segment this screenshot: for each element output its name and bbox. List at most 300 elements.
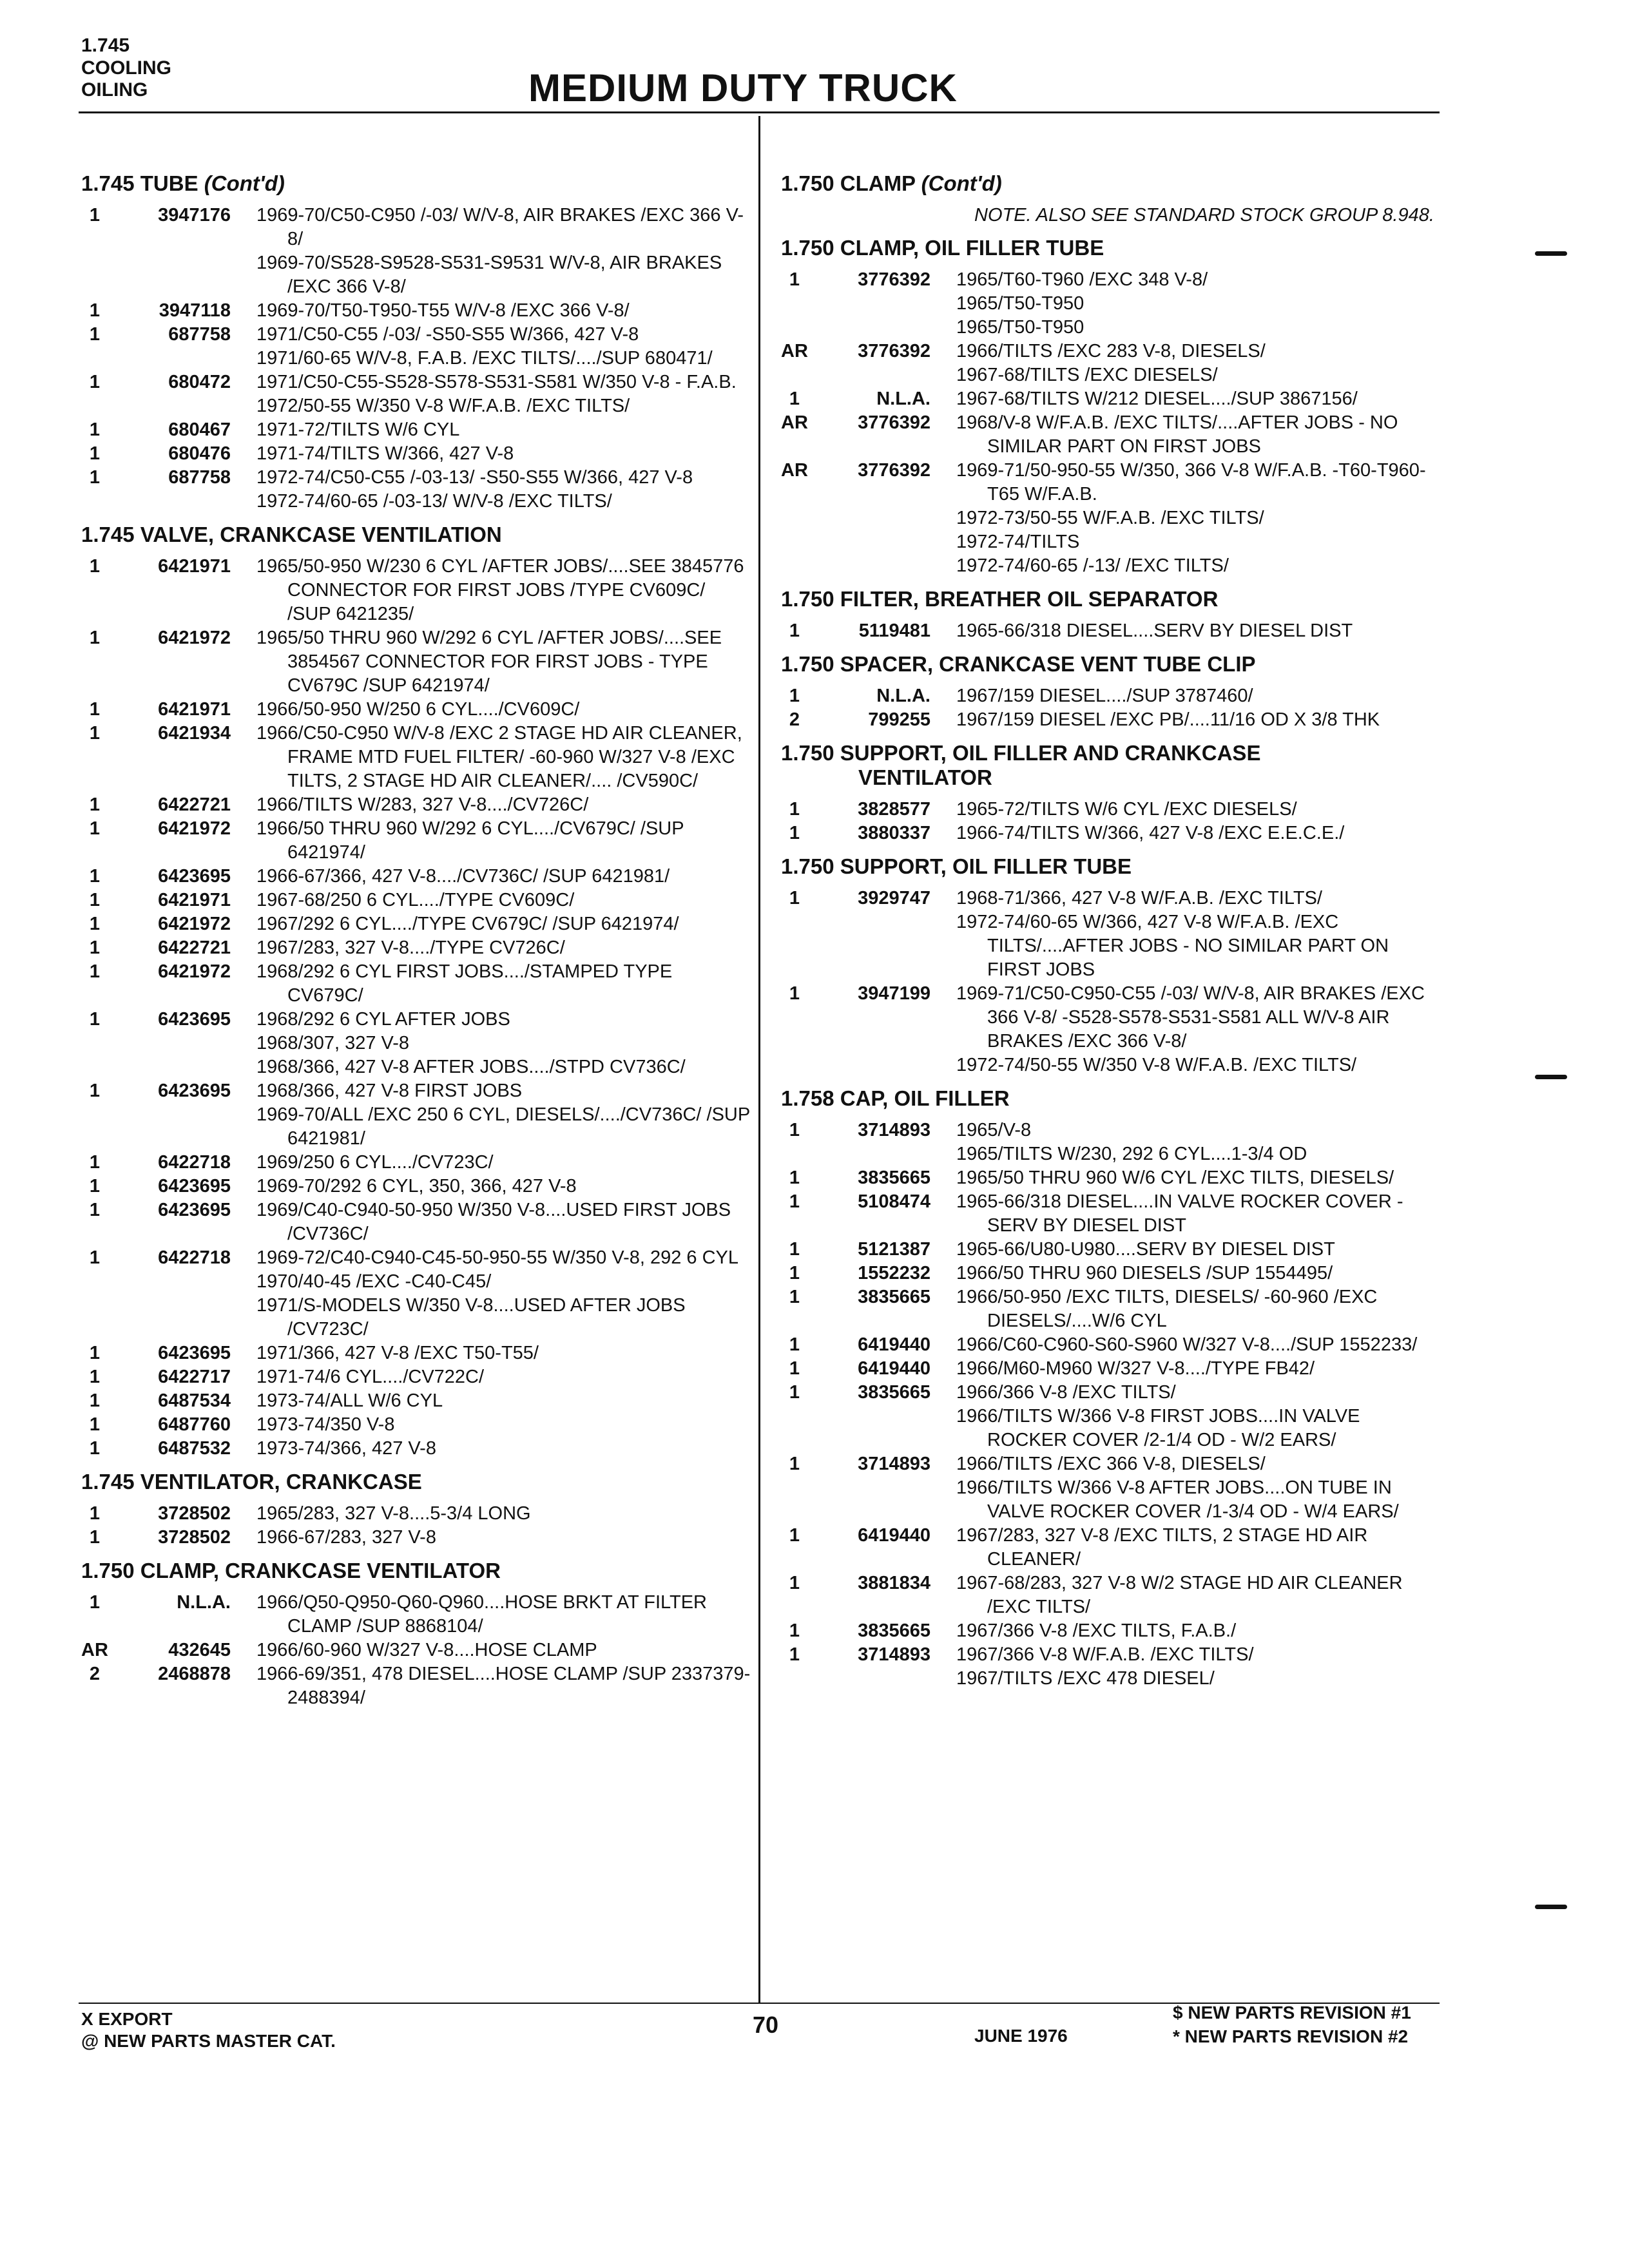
quantity: 1 (89, 205, 101, 226)
quantity: 1 (89, 1367, 101, 1387)
application-description (956, 459, 1445, 578)
part-number: 6421934 (158, 723, 231, 744)
part-number: 6419440 (858, 1525, 930, 1546)
application-line: 1967/283, 327 V-8 /EXC TILTS, 2 STAGE HD AIR CLEANER/ (956, 1525, 1368, 1570)
part-number: 3776392 (858, 341, 930, 361)
application-description (256, 1413, 751, 1437)
application-line: 1972-73/50-55 W/F.A.B. /EXC TILTS/ (956, 508, 1264, 528)
part-entry (81, 1008, 751, 1079)
application-description (956, 1238, 1445, 1262)
part-number: 6422718 (158, 1247, 231, 1268)
application-description (256, 889, 751, 912)
part-entry (81, 204, 751, 299)
application-line: 1966-67/366, 427 V-8..../CV736C/ /SUP 6421981/ (256, 866, 670, 887)
group-name-oiling: OILING (81, 79, 148, 101)
application-line: 1968/V-8 W/F.A.B. /EXC TILTS/....AFTER JOBS - NO SIMILAR PART ON FIRST JOBS (956, 412, 1398, 457)
part-number: 6421972 (158, 818, 231, 839)
group-name-cooling: COOLING (81, 57, 171, 79)
application-description (956, 1333, 1445, 1357)
quantity: 1 (89, 1343, 101, 1363)
page-number: 70 (753, 2012, 779, 2038)
part-number: 3880337 (858, 823, 930, 843)
part-number: 3728502 (158, 1527, 231, 1548)
quantity: 1 (89, 1152, 101, 1173)
quantity: 1 (89, 324, 101, 345)
part-entry (781, 411, 1445, 459)
part-number: 3714893 (858, 1644, 930, 1665)
part-number: 6419440 (858, 1334, 930, 1355)
quantity: 1 (789, 1573, 800, 1593)
application-line: 1966-74/TILTS W/366, 427 V-8 /EXC E.E.C.E./ (956, 823, 1345, 843)
catalog-section (781, 652, 1445, 732)
part-number: 3835665 (858, 1382, 930, 1403)
revision-mark (1535, 1075, 1567, 1079)
application-description (956, 1285, 1445, 1333)
catalog-section (781, 587, 1445, 643)
part-entry (781, 387, 1445, 411)
section-heading (781, 236, 1445, 260)
catalog-section (781, 171, 1445, 227)
part-number: 432645 (168, 1640, 231, 1660)
catalog-section (81, 1470, 751, 1550)
part-entry (781, 1524, 1445, 1571)
part-number: 3828577 (858, 799, 930, 820)
part-number: 3714893 (858, 1120, 930, 1140)
part-number: 6421972 (158, 961, 231, 982)
application-description (956, 1571, 1445, 1619)
application-description (256, 299, 751, 323)
quantity: 1 (89, 467, 101, 488)
application-description (256, 1437, 751, 1461)
part-number: 3835665 (858, 1168, 930, 1188)
quantity: 1 (89, 818, 101, 839)
section-heading-text: 1.750 SUPPORT, OIL FILLER TUBE (781, 854, 1132, 878)
application-description (256, 936, 751, 960)
application-line: 1968/292 6 CYL AFTER JOBS (256, 1009, 510, 1030)
application-line: 1965/283, 327 V-8....5-3/4 LONG (256, 1503, 531, 1524)
part-entry (81, 442, 751, 466)
part-entry (781, 1381, 1445, 1452)
part-entry (81, 370, 751, 418)
part-entry (781, 982, 1445, 1077)
application-line: 1965-66/318 DIESEL....IN VALVE ROCKER COVER - SERV BY DIESEL DIST (956, 1191, 1403, 1236)
quantity: 1 (789, 1382, 800, 1403)
quantity: AR (781, 341, 808, 361)
page-title: MEDIUM DUTY TRUCK (528, 66, 958, 110)
quantity: 2 (89, 1664, 101, 1684)
right-column (781, 162, 1445, 1691)
quantity: 1 (89, 1009, 101, 1030)
application-line: 1966/TILTS /EXC 283 V-8, DIESELS/ (956, 341, 1266, 361)
application-description (956, 1619, 1445, 1643)
part-number: 687758 (168, 467, 231, 488)
part-number: 3776392 (858, 269, 930, 290)
part-number: 3881834 (858, 1573, 930, 1593)
footer-revision-1: $ NEW PARTS REVISION #1 (1173, 2003, 1411, 2023)
application-description (256, 466, 751, 514)
application-line: 1968/292 6 CYL FIRST JOBS..../STAMPED TYPE CV679C/ (256, 961, 673, 1006)
part-entry (81, 1175, 751, 1198)
application-line: 1971-74/6 CYL..../CV722C/ (256, 1367, 485, 1387)
section-heading-text: 1.745 TUBE (81, 171, 198, 195)
section-heading (81, 1470, 751, 1494)
application-description (956, 798, 1445, 822)
part-entry (781, 798, 1445, 822)
revision-mark (1535, 251, 1567, 256)
part-number: 3947199 (858, 983, 930, 1004)
application-description (256, 1151, 751, 1175)
application-line: 1965/T60-T960 /EXC 348 V-8/ (956, 269, 1208, 290)
part-entry (81, 1389, 751, 1413)
catalog-section (81, 523, 751, 1461)
part-entry (81, 1502, 751, 1526)
application-description (956, 1119, 1445, 1166)
application-description (956, 684, 1445, 708)
part-number: 687758 (168, 324, 231, 345)
application-line: 1968/366, 427 V-8 FIRST JOBS (256, 1081, 523, 1101)
application-line: 1965/T50-T950 (956, 317, 1084, 338)
part-number: 6419440 (858, 1358, 930, 1379)
application-line: 1971/C50-C55 /-03/ -S50-S55 W/366, 427 V-8 (256, 324, 639, 345)
application-line: 1967-68/283, 327 V-8 W/2 STAGE HD AIR CLEANER /EXC TILTS/ (956, 1573, 1403, 1617)
application-line: 1965/50-950 W/230 6 CYL /AFTER JOBS/....SEE 3845776 CONNECTOR FOR FIRST JOBS /TYPE CV609C/ /SUP 6421235/ (256, 556, 744, 624)
quantity: 1 (789, 1334, 800, 1355)
application-description (256, 722, 751, 793)
part-entry (781, 1643, 1445, 1691)
part-number: 3728502 (158, 1503, 231, 1524)
application-line: 1966/TILTS W/366 V-8 FIRST JOBS....IN VALVE ROCKER COVER /2-1/4 OD - W/2 EARS/ (956, 1406, 1360, 1450)
application-line: 1965/50 THRU 960 W/6 CYL /EXC TILTS, DIESELS/ (956, 1168, 1394, 1188)
application-line: 1968-71/366, 427 V-8 W/F.A.B. /EXC TILTS/ (956, 888, 1322, 908)
part-number: 799255 (868, 709, 930, 730)
application-line: 1966/TILTS W/366 V-8 AFTER JOBS....ON TUBE IN VALVE ROCKER COVER /1-3/4 OD - W/4 EARS/ (956, 1477, 1399, 1522)
section-heading (81, 171, 751, 196)
application-description (256, 323, 751, 370)
part-number: 3929747 (858, 888, 930, 908)
quantity: 1 (89, 937, 101, 958)
application-line: 1970/40-45 /EXC -C40-C45/ (256, 1271, 492, 1292)
quantity: AR (81, 1640, 108, 1660)
part-entry (781, 684, 1445, 708)
application-line: 1967/283, 327 V-8..../TYPE CV726C/ (256, 937, 565, 958)
quantity: 1 (789, 1620, 800, 1641)
application-line: 1969-72/C40-C940-C45-50-950-55 W/350 V-8, 292 6 CYL (256, 1247, 739, 1268)
application-description (256, 1639, 751, 1662)
application-description (956, 411, 1445, 459)
section-heading-text: 1.750 CLAMP, CRANKCASE VENTILATOR (81, 1559, 501, 1582)
application-line: 1968/366, 427 V-8 AFTER JOBS..../STPD CV736C/ (256, 1057, 686, 1077)
part-number: 6487534 (158, 1390, 231, 1411)
part-entry (781, 1119, 1445, 1166)
section-heading (781, 587, 1445, 611)
footer-master-legend: @ NEW PARTS MASTER CAT. (81, 2031, 336, 2051)
part-entry (81, 698, 751, 722)
application-line: 1969-70/C50-C950 /-03/ W/V-8, AIR BRAKES /EXC 366 V-8/ (256, 205, 744, 249)
part-entry (781, 1238, 1445, 1262)
quantity: 1 (789, 686, 800, 706)
part-entry (781, 1262, 1445, 1285)
application-line: 1968/307, 327 V-8 (256, 1033, 410, 1053)
application-description (256, 698, 751, 722)
part-number: 3776392 (858, 460, 930, 481)
application-line: 1972-74/C50-C55 /-03-13/ -S50-S55 W/366, 427 V-8 (256, 467, 693, 488)
quantity: 1 (89, 1592, 101, 1613)
part-number: 6423695 (158, 1176, 231, 1196)
catalog-section (781, 1086, 1445, 1691)
quantity: 1 (789, 1454, 800, 1474)
part-entry (81, 912, 751, 936)
application-line: 1967/TILTS /EXC 478 DIESEL/ (956, 1668, 1215, 1689)
quantity: 1 (89, 866, 101, 887)
part-entry (81, 865, 751, 889)
quantity: 1 (789, 620, 800, 641)
column-divider (758, 116, 760, 2004)
quantity: 1 (89, 628, 101, 648)
application-description (256, 960, 751, 1008)
left-column (81, 162, 751, 1710)
application-line: 1969-70/292 6 CYL, 350, 366, 427 V-8 (256, 1176, 577, 1196)
quantity: 1 (789, 1191, 800, 1212)
quantity: 1 (89, 300, 101, 321)
section-heading (781, 1086, 1445, 1111)
quantity: 1 (789, 1239, 800, 1260)
application-description (256, 1341, 751, 1365)
part-entry (81, 1413, 751, 1437)
part-entry (781, 1285, 1445, 1333)
application-line: 1967/366 V-8 W/F.A.B. /EXC TILTS/ (956, 1644, 1254, 1665)
part-entry (781, 887, 1445, 982)
part-number: 680467 (168, 419, 231, 440)
quantity: 1 (89, 1414, 101, 1435)
section-heading (781, 741, 1445, 790)
part-entry (81, 323, 751, 370)
part-number: 3835665 (858, 1620, 930, 1641)
part-number: 5119481 (858, 620, 930, 641)
application-description (256, 1198, 751, 1246)
application-description (256, 1591, 751, 1639)
revision-mark (1535, 1905, 1567, 1909)
part-entry (781, 1357, 1445, 1381)
part-number: 6487532 (158, 1438, 231, 1459)
application-description (256, 1365, 751, 1389)
part-entry (81, 1365, 751, 1389)
application-line: 1966/50 THRU 960 DIESELS /SUP 1554495/ (956, 1263, 1333, 1283)
part-entry (81, 1198, 751, 1246)
application-line: 1967/366 V-8 /EXC TILTS, F.A.B./ (956, 1620, 1237, 1641)
quantity: AR (781, 460, 808, 481)
part-entry (81, 466, 751, 514)
application-description (956, 1262, 1445, 1285)
part-entry (781, 1571, 1445, 1619)
part-number: 6421971 (158, 699, 231, 720)
application-line: 1971-72/TILTS W/6 CYL (256, 419, 460, 440)
part-entry (81, 418, 751, 442)
application-line: 1971/60-65 W/V-8, F.A.B. /EXC TILTS/..../SUP 680471/ (256, 348, 713, 369)
application-line: 1969-70/S528-S9528-S531-S9531 W/V-8, AIR BRAKES /EXC 366 V-8/ (256, 253, 722, 297)
part-entry (81, 960, 751, 1008)
part-number: 6421972 (158, 628, 231, 648)
application-line: 1967/292 6 CYL..../TYPE CV679C/ /SUP 6421974/ (256, 914, 679, 934)
part-number: 6422721 (158, 794, 231, 815)
application-description (256, 1008, 751, 1079)
application-line: 1973-74/350 V-8 (256, 1414, 395, 1435)
part-entry (781, 340, 1445, 387)
section-heading-text: 1.745 VALVE, CRANKCASE VENTILATION (81, 523, 502, 546)
quantity: 1 (89, 419, 101, 440)
part-number: 6487760 (158, 1414, 231, 1435)
quantity: 1 (89, 723, 101, 744)
quantity: 1 (89, 1527, 101, 1548)
part-number: 3714893 (858, 1454, 930, 1474)
quantity: 2 (789, 709, 800, 730)
part-entry (81, 1151, 751, 1175)
quantity: 1 (89, 372, 101, 392)
application-line: 1973-74/ALL W/6 CYL (256, 1390, 443, 1411)
application-description (956, 268, 1445, 340)
application-line: 1972-74/60-65 /-03-13/ W/V-8 /EXC TILTS/ (256, 491, 612, 512)
catalog-section (781, 854, 1445, 1077)
quantity: 1 (89, 1503, 101, 1524)
application-description (256, 1175, 751, 1198)
application-line: 1972-74/60-65 /-13/ /EXC TILTS/ (956, 555, 1229, 576)
quantity: 1 (89, 1200, 101, 1220)
application-description (256, 418, 751, 442)
part-number: 3947176 (158, 205, 231, 226)
application-line: 1973-74/366, 427 V-8 (256, 1438, 436, 1459)
application-line: 1967-68/TILTS /EXC DIESELS/ (956, 365, 1218, 385)
part-entry (781, 1166, 1445, 1190)
part-number: 1552232 (858, 1263, 930, 1283)
application-description (956, 1357, 1445, 1381)
quantity: 1 (789, 1263, 800, 1283)
part-number: 6422718 (158, 1152, 231, 1173)
part-number: 6423695 (158, 1009, 231, 1030)
part-number: 3776392 (858, 412, 930, 433)
application-description (956, 1452, 1445, 1524)
section-heading-text: 1.750 FILTER, BREATHER OIL SEPARATOR (781, 587, 1219, 611)
application-description (256, 626, 751, 698)
application-description (956, 340, 1445, 387)
part-entry (81, 1437, 751, 1461)
quantity: 1 (89, 443, 101, 464)
part-number: 3835665 (858, 1287, 930, 1307)
application-line: 1966/TILTS /EXC 366 V-8, DIESELS/ (956, 1454, 1266, 1474)
quantity: 1 (789, 888, 800, 908)
part-entry (81, 1526, 751, 1550)
quantity: 1 (789, 1120, 800, 1140)
application-line: 1966-69/351, 478 DIESEL....HOSE CLAMP /SUP 2337379-2488394/ (256, 1664, 751, 1708)
application-line: 1969-70/ALL /EXC 250 6 CYL, DIESELS/..../CV736C/ /SUP 6421981/ (256, 1104, 750, 1149)
application-line: 1965-66/318 DIESEL....SERV BY DIESEL DIST (956, 620, 1353, 641)
section-note: NOTE. ALSO SEE STANDARD STOCK GROUP 8.948. (974, 205, 1434, 226)
section-heading (781, 854, 1445, 879)
part-entry (781, 822, 1445, 845)
section-header (81, 35, 171, 102)
part-entry (81, 1591, 751, 1639)
catalog-section (81, 171, 751, 514)
part-number: N.L.A. (876, 389, 930, 409)
quantity: 1 (789, 1287, 800, 1307)
application-line: 1966/366 V-8 /EXC TILTS/ (956, 1382, 1176, 1403)
quantity: 1 (89, 961, 101, 982)
application-line: 1969/250 6 CYL..../CV723C/ (256, 1152, 494, 1173)
application-line: 1965/V-8 (956, 1120, 1032, 1140)
section-heading (781, 652, 1445, 677)
part-number: 6423695 (158, 1081, 231, 1101)
part-number: 6422717 (158, 1367, 231, 1387)
application-line: 1967/159 DIESEL /EXC PB/....11/16 OD X 3/8 THK (956, 709, 1380, 730)
application-description (956, 1381, 1445, 1452)
application-line: 1971-74/TILTS W/366, 427 V-8 (256, 443, 514, 464)
application-description (256, 817, 751, 865)
section-heading-text: 1.750 SUPPORT, OIL FILLER AND CRANKCASE (781, 741, 1261, 765)
application-line: 1966/50-950 W/250 6 CYL..../CV609C/ (256, 699, 580, 720)
application-line: 1972/50-55 W/350 V-8 W/F.A.B. /EXC TILTS/ (256, 396, 630, 416)
application-description (256, 912, 751, 936)
section-heading (81, 1559, 751, 1583)
application-line: 1969/C40-C940-50-950 W/350 V-8....USED FIRST JOBS /CV736C/ (256, 1200, 731, 1244)
quantity: 1 (89, 890, 101, 910)
application-line: 1965-72/TILTS W/6 CYL /EXC DIESELS/ (956, 799, 1297, 820)
quantity: 1 (89, 1247, 101, 1268)
part-entry (81, 1662, 751, 1710)
application-description (256, 1246, 751, 1341)
application-line: 1965/TILTS W/230, 292 6 CYL....1-3/4 OD (956, 1144, 1307, 1164)
section-heading-text: 1.750 CLAMP, OIL FILLER TUBE (781, 236, 1104, 260)
part-entry (81, 722, 751, 793)
application-line: 1966/50 THRU 960 W/292 6 CYL..../CV679C/ /SUP 6421974/ (256, 818, 684, 863)
part-number: 5121387 (858, 1239, 930, 1260)
quantity: 1 (789, 1644, 800, 1665)
application-description (256, 1502, 751, 1526)
application-line: 1971/S-MODELS W/350 V-8....USED AFTER JOBS /CV723C/ (256, 1295, 686, 1340)
footer-export-legend: X EXPORT (81, 2009, 173, 2029)
quantity: 1 (89, 699, 101, 720)
application-line: 1967-68/250 6 CYL..../TYPE CV609C/ (256, 890, 575, 910)
part-entry (81, 1079, 751, 1151)
section-heading-text: 1.745 VENTILATOR, CRANKCASE (81, 1470, 422, 1494)
catalog-section (781, 236, 1445, 578)
application-line: 1972-74/50-55 W/350 V-8 W/F.A.B. /EXC TILTS/ (956, 1055, 1357, 1075)
quantity: AR (781, 412, 808, 433)
part-entry (81, 1246, 751, 1341)
part-number: N.L.A. (876, 686, 930, 706)
header-divider (79, 111, 1440, 113)
part-number: 6423695 (158, 1200, 231, 1220)
section-heading-text: 1.750 SPACER, CRANKCASE VENT TUBE CLIP (781, 652, 1256, 676)
part-entry (81, 889, 751, 912)
quantity: 1 (89, 1081, 101, 1101)
application-description (256, 370, 751, 418)
part-number: 2468878 (158, 1664, 231, 1684)
application-description (956, 1524, 1445, 1571)
quantity: 1 (789, 389, 800, 409)
application-line: 1966/C50-C950 W/V-8 /EXC 2 STAGE HD AIR CLEANER, FRAME MTD FUEL FILTER/ -60-960 W/327 V-8 /EXC TILTS, 2 STAGE HD AIR CLEANER/.... /CV590C/ (256, 723, 742, 791)
part-number: 680476 (168, 443, 231, 464)
application-description (956, 387, 1445, 411)
quantity: 1 (89, 556, 101, 577)
publication-date: JUNE 1976 (974, 2026, 1068, 2046)
part-entry (781, 1619, 1445, 1643)
section-number: 1.745 (81, 35, 130, 56)
part-entry (81, 793, 751, 817)
application-description (256, 555, 751, 626)
application-description (256, 442, 751, 466)
application-line: 1972-74/TILTS (956, 532, 1080, 552)
continued-label: (Cont'd) (921, 171, 1002, 195)
quantity: 1 (89, 1438, 101, 1459)
part-number: 6423695 (158, 866, 231, 887)
